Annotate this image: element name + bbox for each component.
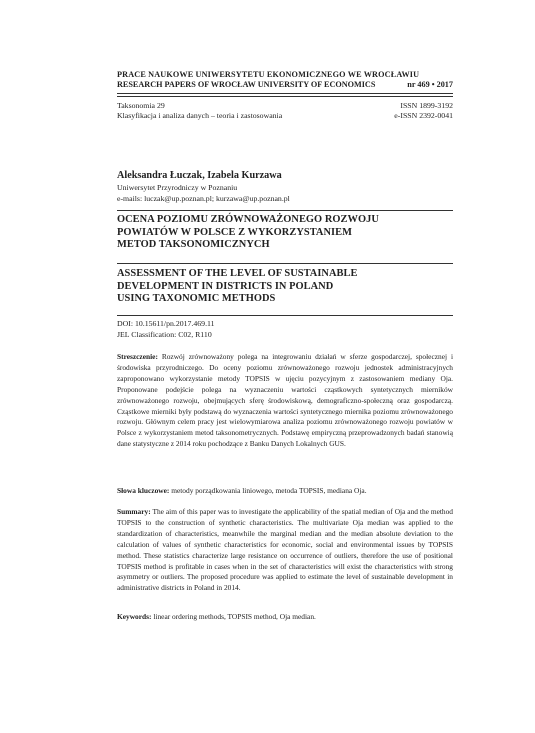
jel-classification: JEL Classification: C02, R110 — [117, 329, 212, 339]
abstract-english — [117, 507, 453, 594]
title-rule-bottom — [117, 315, 453, 316]
journal-name-pl: PRACE NAUKOWE UNIWERSYTETU EKONOMICZNEGO WE WROCŁAWIU — [117, 70, 420, 79]
journal-name-en: RESEARCH PAPERS OF WROCŁAW UNIVERSITY OF ECONOMICS — [117, 80, 376, 89]
author-names: Aleksandra Łuczak, Izabela Kurzawa — [117, 170, 282, 181]
keywords-polish-text: metody porządkowania liniowego, metoda TOPSIS, mediana Oja. — [171, 486, 367, 495]
journal-header — [117, 70, 453, 90]
series-row — [117, 101, 453, 112]
author-emails: e-mails: luczak@up.poznan.pl; kurzawa@up.poznan.pl — [117, 194, 290, 203]
eissn: e-ISSN 2392-0041 — [394, 111, 453, 120]
series-name: Taksonomia 29 — [117, 101, 165, 110]
keywords-polish — [117, 486, 453, 497]
abstract-english-label: Summary: — [117, 507, 151, 516]
title-rule-middle — [117, 263, 453, 264]
keywords-english-label: Keywords: — [117, 612, 152, 621]
abstract-polish-label: Streszczenie: — [117, 352, 158, 361]
issn: ISSN 1899-3192 — [400, 101, 453, 110]
keywords-english-text: linear ordering methods, TOPSIS method, Oja median. — [153, 612, 316, 621]
subseries-name: Klasyfikacja i analiza danych – teoria i zastosowania — [117, 111, 283, 120]
title-rule-top — [117, 210, 453, 211]
abstract-polish — [117, 352, 453, 450]
abstract-english-text: The aim of this paper was to investigate the applicability of the spatial median of Oja and the method TOPSIS to the construction of synthetic characteristics. The multivariate Oja median was applied to the standardization of characteristics, meanwhile the marginal median and the median absolute deviation to the calculation of values of synthetic characteristics for economic, social and environmental issues by TOPSIS method. These statistics characterize large resistance on occurrence of outliers, therefore the use of positional TOPSIS method is profitable in cases when in the set of characteristics will exist the characteristics with strong asymmetry or outliers. The proposed procedure was applied to estimate the level of sustainable development in administrative districts in Poland in 2014. — [117, 507, 454, 593]
header-rule-thin — [117, 96, 453, 97]
doi: DOI: 10.15611/pn.2017.469.11 — [117, 319, 215, 328]
keywords-polish-label: Słowa kluczowe: — [117, 486, 170, 495]
header-rule-thick — [117, 93, 453, 94]
journal-name-row — [117, 80, 453, 90]
subseries-row — [117, 111, 453, 122]
title-polish: OCENA POZIOMU ZRÓWNOWAŻONEGO ROZWOJU POWIATÓW W POLSCE Z WYKORZYSTANIEM METOD TAKSONOMICZNYCH — [117, 214, 379, 251]
article-identifiers — [117, 319, 215, 340]
journal-issue: nr 469 • 2017 — [407, 80, 453, 89]
title-english: ASSESSMENT OF THE LEVEL OF SUSTAINABLE DEVELOPMENT IN DISTRICTS IN POLAND USING TAXONOMIC METHODS — [117, 268, 358, 305]
author-affiliation: Uniwersytet Przyrodniczy w Poznaniu — [117, 183, 238, 192]
keywords-english — [117, 612, 453, 623]
abstract-polish-text: Rozwój zrównoważony polega na integrowaniu działań w sferze gospodarczej, społecznej i środowiska przyrodniczego. Do oceny poziomu zrównoważonego rozwoju jednostek administracyjnych zaproponowano wykorzystanie metody TOPSIS w ujęciu pozycyjnym z zastosowaniem mediany Oja. Proponowane podejście polega na wyznaczeniu wartości cząstkowych syntetycznych mierników zrównoważonego rozwoju, obejmujących sferę środowiskową, demograficzno-społeczną oraz gospodarczą. Cząstkowe mierniki były podstawą do wyznaczenia wartości syntetycznego miernika poziomu zrównoważonego rozwoju. Głównym celem pracy jest wielowymiarowa analiza poziomu zrównoważonego rozwoju powiatów w Polsce z wykorzystaniem metod taksonometrycznych. Podstawę empiryczną przeprowadzonych badań stanowią dane statystyczne z 2014 roku pochodzące z Banku Danych Lokalnych GUS. — [117, 352, 453, 449]
